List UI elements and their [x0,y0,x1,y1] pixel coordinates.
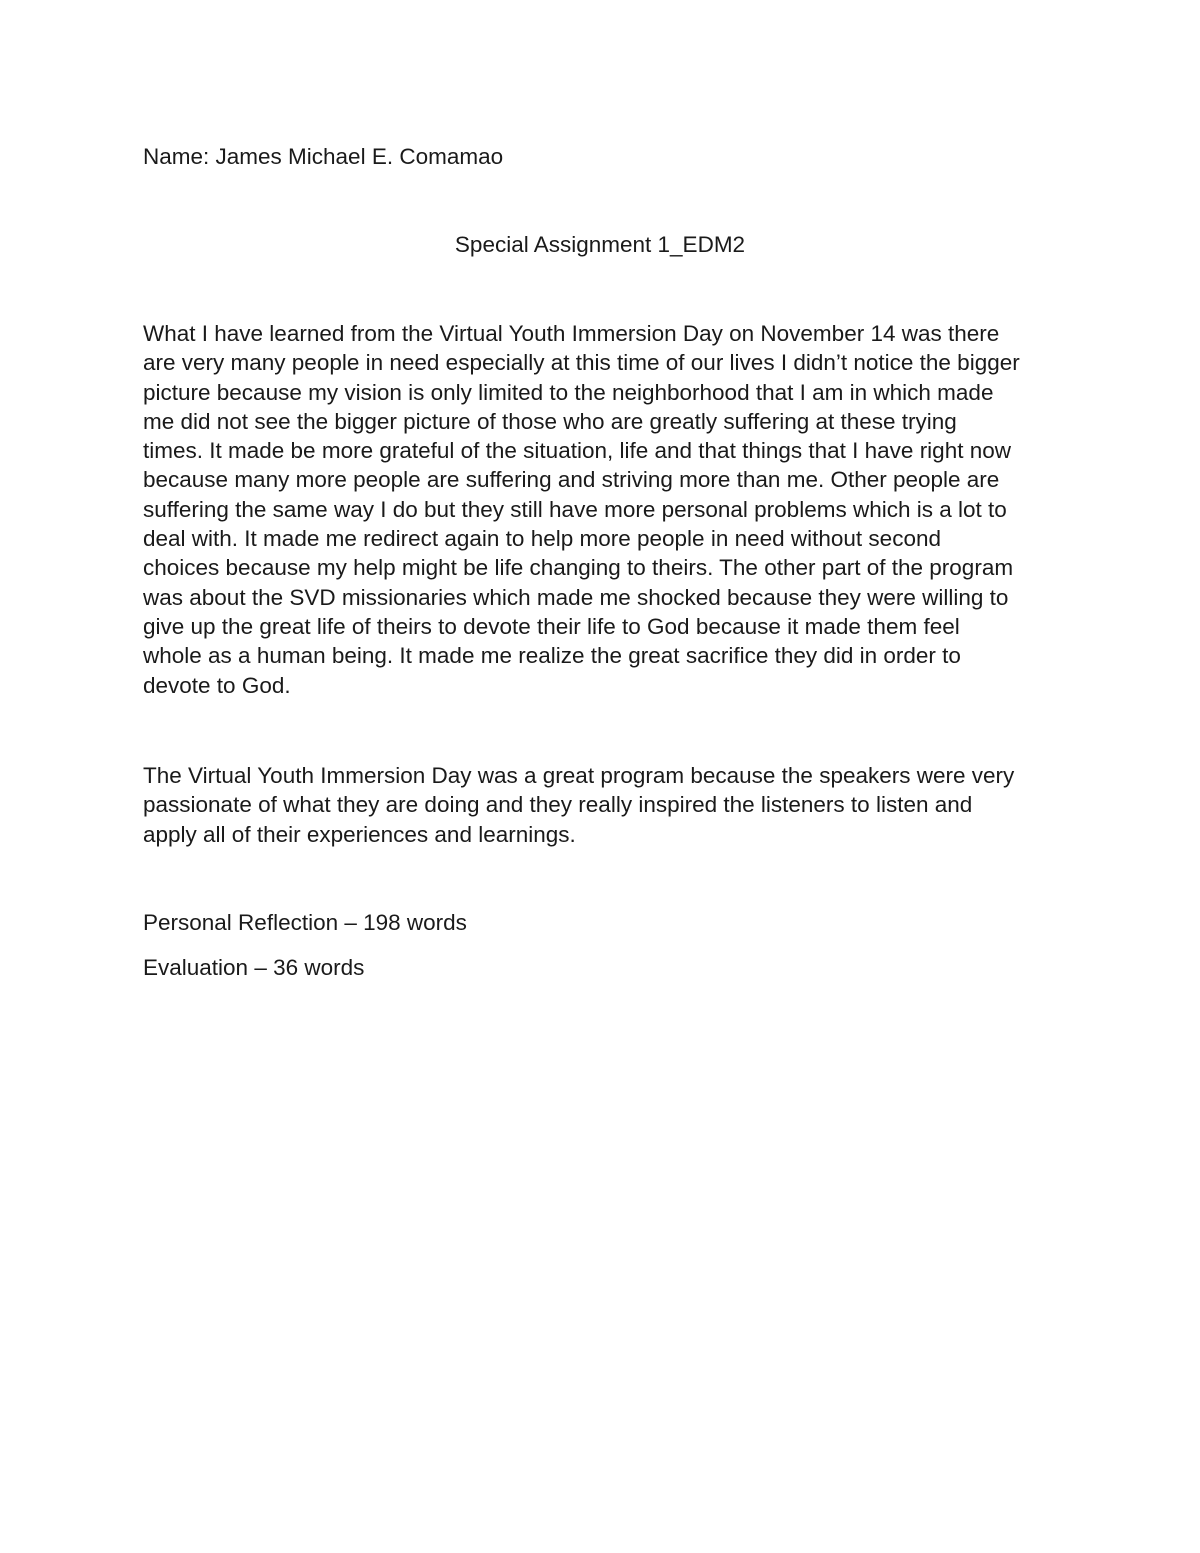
paragraph-line: times. It made be more grateful of the situation, life and that things that I have right now [143,438,1011,464]
paragraph-line: What I have learned from the Virtual Youth Immersion Day on November 14 was there [143,321,1000,346]
evaluation-paragraph [143,761,1073,849]
personal-reflection-word-count: Personal Reflection – 198 words [143,910,467,935]
paragraph-line: picture because my vision is only limited to the neighborhood that I am in which made [143,379,994,405]
paragraph-line: The Virtual Youth Immersion Day was a great program because the speakers were very [143,763,1015,788]
paragraph-line: give up the great life of theirs to devote their life to God because it made them feel [143,613,960,639]
assignment-title: Special Assignment 1_EDM2 [454,232,746,257]
paragraph-line: choices because my help might be life changing to theirs. The other part of the program [143,555,1014,581]
author-name-line: Name: James Michael E. Comamao [143,144,504,169]
paragraph-line: deal with. It made me redirect again to help more people in need without second [143,526,941,552]
paragraph-line: are very many people in need especially at this time of our lives I didn’t notice the bigger [143,350,1020,376]
paragraph-line: apply all of their experiences and learnings. [143,821,576,847]
paragraph-line: passionate of what they are doing and they really inspired the listeners to listen and [143,792,973,818]
paragraph-line: devote to God. [143,672,291,698]
paragraph-line: because many more people are suffering and striving more than me. Other people are [143,467,1000,493]
paragraph-line: was about the SVD missionaries which made me shocked because they were willing to [143,584,1009,610]
reflection-paragraph [143,319,1073,700]
paragraph-line: whole as a human being. It made me realize the great sacrifice they did in order to [143,643,961,669]
paragraph-line: me did not see the bigger picture of those who are greatly suffering at these trying [143,408,957,434]
paragraph-line: suffering the same way I do but they still have more personal problems which is a lot to [143,496,1007,522]
evaluation-word-count: Evaluation – 36 words [143,955,365,980]
